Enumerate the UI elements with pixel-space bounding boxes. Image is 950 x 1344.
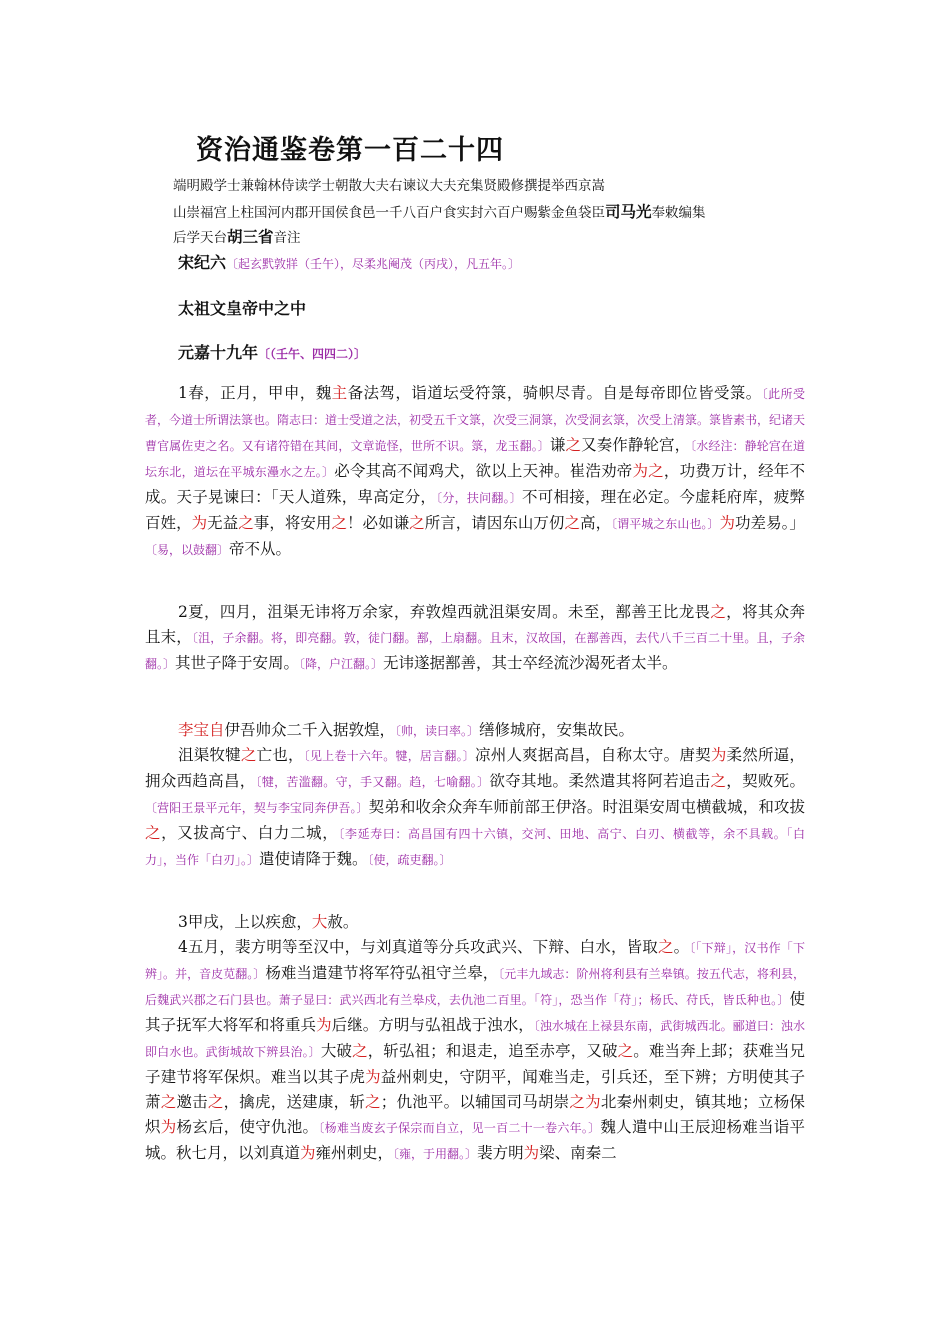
annotation-note: 〔谓平城之东山也。〕: [611, 517, 720, 531]
text-run: 所言，请因东山万仞: [424, 514, 565, 532]
highlighted-text: 之: [564, 514, 581, 532]
credit-line-2: [173, 202, 706, 223]
text-run: 奉敕编集: [651, 205, 706, 221]
text-run: 赦。: [327, 913, 359, 931]
text-run: ，功费万计，经年不成。天子晃谏曰：「天人道殊，卑高定分，: [145, 462, 805, 506]
text-run: 使其子抚军大将军和将重兵: [145, 990, 805, 1034]
annotation-note: 〔降，户江翻。〕: [299, 657, 384, 671]
highlighted-text: 之: [365, 1093, 381, 1111]
credit-line-3: [173, 227, 301, 248]
annotation-note: 〔见上卷十六年。犍，居言翻。〕: [303, 749, 476, 763]
text-run: 欲夺其地。柔然遣其将阿若追击: [489, 772, 711, 790]
annotation-note: 〔帅，读曰率。〕: [395, 724, 480, 738]
text-run: 遣使请降于魏。: [259, 850, 368, 868]
text-run: 契弟和收余众奔车师前部王伊洛。时沮渠安周屯横截城，和攻拔: [368, 798, 805, 816]
annotation-note: 〔浊水城在上禄县东南，武街城西北。郦道曰：浊水即白水也。武街城故下辨县治。〕: [145, 1019, 805, 1059]
highlighted-text: 为: [719, 514, 736, 532]
highlighted-text: 之: [238, 514, 254, 532]
text-run: ，斩弘祖；和退走，追至赤亭，又破: [367, 1042, 618, 1060]
paragraph-6: [145, 935, 805, 1167]
paragraph-4: [145, 743, 805, 873]
text-run: 帝不从。: [229, 540, 292, 558]
annotation-note: 〔营阳王景平元年，契与李宝同奔伊吾。〕: [145, 801, 369, 815]
text-run: 。难当奔上邽；获难当兄子建节将军保炽。难当以其子虎: [145, 1042, 805, 1086]
chapter-heading: [178, 250, 520, 273]
text-run: 功差易。」: [735, 514, 805, 532]
text-run: 梁、南秦二: [539, 1144, 617, 1162]
highlighted-text: 为: [523, 1144, 540, 1162]
text-run: 山崇福宫上柱国河内郡开国侯食邑一千八百户食实封六百户赐紫金鱼袋臣: [173, 205, 605, 221]
annotation-note: 〔此所受者，今道士所谓法箓也。隋志曰：道士受道之法，初受五千文箓，次受三洞箓，次受洞玄箓，次受上清箓。箓皆素书，纪诸天曹官属佐吏之名。又有诸符错在其间，文章诡怪，世所不识。箓，龙玉翻。〕: [145, 387, 806, 453]
text-run: 1春，正月，甲申，魏: [178, 384, 332, 402]
highlighted-text: 为: [365, 1068, 381, 1086]
document-title: 资治通鉴卷第一百二十四: [196, 135, 504, 166]
text-run: 音注: [273, 230, 301, 246]
highlighted-text: 之: [409, 514, 425, 532]
annotation-note: 〔元丰九域志：阶州将利县有兰皋镇。按五代志，将利县，后魏武兴郡之石门县也。萧子显曰：武兴西北有兰皋戍，去仇池二百里。「符」，恐当作「苻」；杨氏、苻氏，皆氐种也。〕: [145, 967, 805, 1007]
text-run: 大破: [320, 1042, 353, 1060]
highlighted-text: 李宝自: [178, 721, 225, 739]
highlighted-text: 为: [316, 1016, 332, 1034]
highlighted-text: 大: [311, 913, 328, 931]
text-run: 裴方明: [477, 1144, 524, 1162]
highlighted-text: 之: [352, 1042, 368, 1060]
annotation-note: 〔易，以鼓翻〕: [145, 543, 230, 557]
annotation-note: 〔「下辩」，汉书作「下辨」。并，音皮苋翻。〕: [145, 941, 805, 981]
text-run: 缮修城府，安集故民。: [479, 721, 635, 739]
highlighted-text: 之: [240, 746, 257, 764]
annotation-note: 〔李延寿曰：高昌国有四十六镇，交河、田地、高宁、白刃、横截等，余不具载。「白力」，当作「白刃」。〕: [145, 827, 805, 867]
text-run: 柔然所逼，拥众西趋高昌，: [145, 746, 805, 790]
text-run: ，又拔高宁、白力二城，: [161, 824, 339, 842]
text-run: 谦: [549, 436, 566, 454]
text-run: 3甲戌，上以疾愈，: [178, 913, 312, 931]
text-run: ，擒虎，送建康，斩: [223, 1093, 366, 1111]
text-run: 后学天台: [173, 230, 227, 246]
annotation-note: 〔雍，于用翻。〕: [393, 1147, 478, 1161]
text-run: 无讳遂据鄯善，其士卒经流沙渴死者太半。: [383, 654, 678, 672]
year-heading: [178, 340, 366, 363]
highlighted-text: 之: [710, 772, 727, 790]
text-run: 必令其高不闻鸡犬，欲以上天神。崔浩劝帝: [334, 462, 633, 480]
text-run: 事，将安用: [253, 514, 332, 532]
text-run: 伊吾帅众二千入据敦煌，: [224, 721, 396, 739]
text-run: ！必如谦: [347, 514, 410, 532]
highlighted-text: 之: [565, 436, 582, 454]
text-run: 。: [673, 938, 690, 956]
paragraph-3: [145, 718, 805, 744]
highlighted-text: 为: [710, 746, 727, 764]
text-run: 又奏作静轮宫，: [581, 436, 691, 454]
annotation-note: 〔分，扶问翻。〕: [436, 491, 523, 505]
text-run: 杨难当遣建节将军符弘祖守兰皋，: [265, 964, 499, 982]
text-run: 司马光: [605, 203, 652, 221]
annotation-note: 〔水经注：静轮宫在道坛东北，道坛在平城东灅水之左。〕: [145, 439, 805, 479]
text-run: 沮渠牧犍: [178, 746, 241, 764]
text-run: ，将其众奔且末，: [145, 603, 805, 646]
text-run: 其世子降于安周。: [175, 654, 300, 672]
text-run: 魏人遣中山王辰迎杨难当诣平城。秋七月，以刘真道: [145, 1118, 805, 1162]
highlighted-text: 之: [710, 603, 727, 621]
emperor-heading: 太祖文皇帝中之中: [178, 299, 307, 318]
text-run: 无益: [207, 514, 239, 532]
text-run: 后继。方明与弘祖战于浊水，: [331, 1016, 534, 1034]
highlighted-text: 主: [331, 384, 348, 402]
highlighted-text: 之: [145, 824, 162, 842]
text-run: ；仇池平。以辅国司马胡崇: [380, 1093, 570, 1111]
highlighted-text: 之: [160, 1093, 177, 1111]
annotation-note: 〔（壬午、四四二）〕: [258, 347, 367, 361]
highlighted-text: 之: [657, 938, 674, 956]
text-run: 雍州刺史，: [315, 1144, 394, 1162]
highlighted-text: 之: [331, 514, 347, 532]
paragraph-2: [145, 600, 805, 677]
highlighted-text: 之: [617, 1042, 634, 1060]
credit-line-1: [173, 176, 605, 196]
text-run: 备法驾，诣道坛受符箓，骑帜尽青。自是每帝即位皆受箓。: [347, 384, 762, 402]
text-run: 不可相接，理在必定。今虚耗府库，疲弊百姓，: [145, 488, 805, 532]
highlighted-text: 之: [207, 1093, 224, 1111]
text-run: 邀击: [176, 1093, 208, 1111]
annotation-note: 〔犍，苦滥翻。守，手又翻。趋，七喻翻。〕: [255, 775, 490, 789]
text-run: ，契败死。: [726, 772, 805, 790]
highlighted-text: 为: [191, 514, 208, 532]
text-run: 北秦州刺史，镇其地；立杨保炽: [145, 1093, 805, 1136]
annotation-note: 〔沮，子余翻。将，即亮翻。敦，徒门翻。鄯，上扇翻。且末，汉故国，在鄯善西，去代八千三百二十里。且，子余翻。〕: [145, 631, 805, 671]
text-run: 杨玄后，使守仇池。: [176, 1118, 319, 1136]
text-run: 2夏，四月，沮渠无讳将万余家，弃敦煌西就沮渠安周。未至，鄯善王比龙畏: [178, 603, 711, 621]
highlighted-text: 为: [300, 1144, 316, 1162]
annotation-note: 〔起玄黓敦牂（壬午），尽柔兆阉茂（丙戌），凡五年。〕: [226, 257, 521, 271]
text-run: 宋纪六: [178, 253, 227, 272]
annotation-note: 〔杨难当废玄子保宗而自立，见一百二十一卷六年。〕: [318, 1121, 601, 1135]
annotation-note: 〔使，疏吏翻。〕: [367, 853, 452, 867]
text-run: 元嘉十九年: [178, 343, 259, 362]
text-run: 凉州人爽据高昌，自称太守。唐契: [475, 746, 711, 764]
highlighted-text: 为: [160, 1118, 177, 1136]
text-run: 端明殿学士兼翰林侍读学士朝散大夫右谏议大夫充集贤殿修撰提举西京嵩: [173, 178, 605, 194]
highlighted-text: 之为: [569, 1093, 601, 1111]
paragraph-5: [145, 910, 805, 935]
paragraph-1: [145, 381, 805, 563]
text-run: 4五月，裴方明等至汉中，与刘真道等分兵攻武兴、下辩、白水，皆取: [178, 938, 658, 956]
text-run: 益州刺史，守阴平，闻难当走，引兵还，至下辨；方明使其子萧: [145, 1068, 805, 1111]
text-run: 高，: [580, 514, 612, 532]
text-run: 胡三省: [227, 228, 274, 246]
highlighted-text: 为之: [632, 462, 664, 480]
text-run: 亡也，: [256, 746, 304, 764]
